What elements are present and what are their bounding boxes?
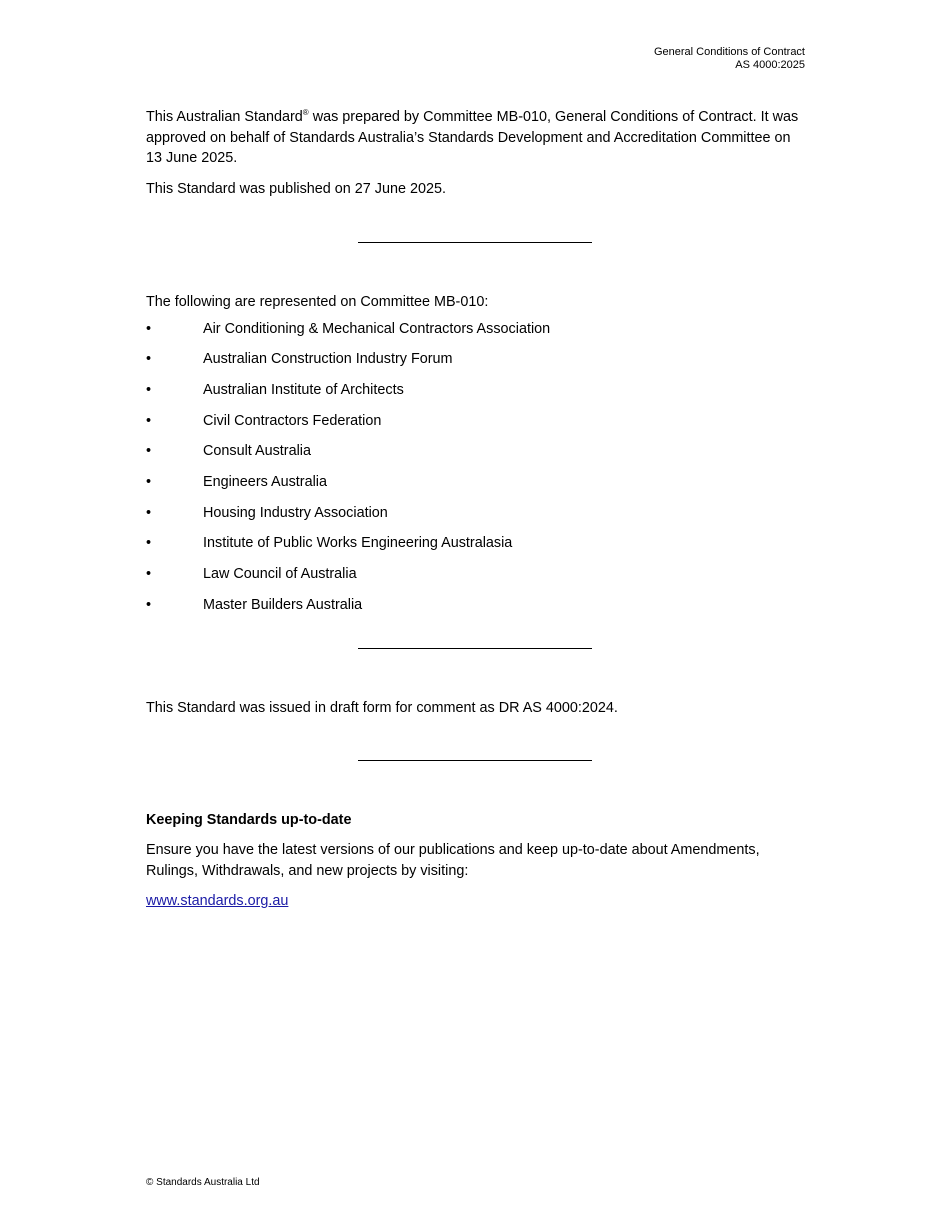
committee-intro: The following are represented on Committee MB-010:: [146, 294, 489, 310]
member-name: Consult Australia: [203, 443, 311, 460]
published-date-paragraph: This Standard was published on 27 June 2025.: [146, 180, 447, 197]
list-item: [146, 472, 806, 493]
section-divider: [358, 760, 592, 761]
header-standard-number: AS 4000:2025: [735, 59, 805, 71]
committee-member-list: [146, 319, 806, 616]
list-item: [146, 380, 806, 401]
keeping-up-to-date-heading: Keeping Standards up-to-date: [146, 811, 352, 828]
bullet-icon: •: [146, 381, 152, 398]
bullet-icon: •: [146, 566, 152, 582]
bullet-icon: •: [146, 443, 152, 460]
bullet-icon: •: [146, 320, 152, 337]
section-divider: [358, 648, 592, 649]
list-item: [146, 441, 806, 462]
bullet-icon: •: [146, 473, 152, 490]
copyright-footer: © Standards Australia Ltd: [146, 1177, 260, 1188]
member-name: Engineers Australia: [203, 473, 327, 490]
keeping-up-to-date-text: Ensure you have the latest versions of our publications and keep up-to-date about Amendments, Rulings, Withdrawals, and new projects by visiting:: [146, 842, 760, 879]
list-item: [146, 411, 806, 432]
bullet-icon: •: [146, 504, 152, 521]
page-header: [654, 46, 805, 72]
member-name: Air Conditioning & Mechanical Contractors Association: [203, 320, 551, 337]
member-name: Australian Institute of Architects: [203, 381, 404, 398]
member-name: Institute of Public Works Engineering Australasia: [203, 535, 513, 552]
list-item: [146, 503, 806, 524]
member-name: Australian Construction Industry Forum: [203, 351, 453, 368]
preparation-text-start: This Australian Standard: [146, 109, 303, 125]
member-name: Law Council of Australia: [203, 566, 357, 582]
list-item: [146, 564, 806, 585]
header-title: General Conditions of Contract: [653, 46, 805, 58]
list-item: [146, 595, 806, 616]
list-item: [146, 533, 806, 554]
bullet-icon: •: [146, 535, 152, 552]
member-name: Housing Industry Association: [203, 504, 388, 521]
registered-mark: ®: [302, 108, 309, 118]
bullet-icon: •: [146, 351, 152, 368]
standards-website-paragraph: [146, 891, 806, 912]
member-name: Master Builders Australia: [203, 596, 363, 613]
standards-website-link[interactable]: www.standards.org.au: [146, 893, 289, 910]
draft-note: This Standard was issued in draft form for comment as DR AS 4000:2024.: [146, 700, 618, 717]
bullet-icon: •: [146, 412, 152, 429]
member-name: Civil Contractors Federation: [203, 412, 382, 429]
document-body: [146, 107, 806, 912]
bullet-icon: •: [146, 596, 152, 613]
list-item: [146, 319, 806, 340]
preparation-paragraph: [146, 107, 806, 169]
section-divider: [358, 242, 592, 243]
list-item: [146, 349, 806, 370]
preparation-text-end: was prepared by Committee MB-010, General Conditions of Contract. It was approved on behalf of Standards Australia’s Standards Development and Accreditation Committee on 13 June 2025.: [146, 109, 799, 166]
